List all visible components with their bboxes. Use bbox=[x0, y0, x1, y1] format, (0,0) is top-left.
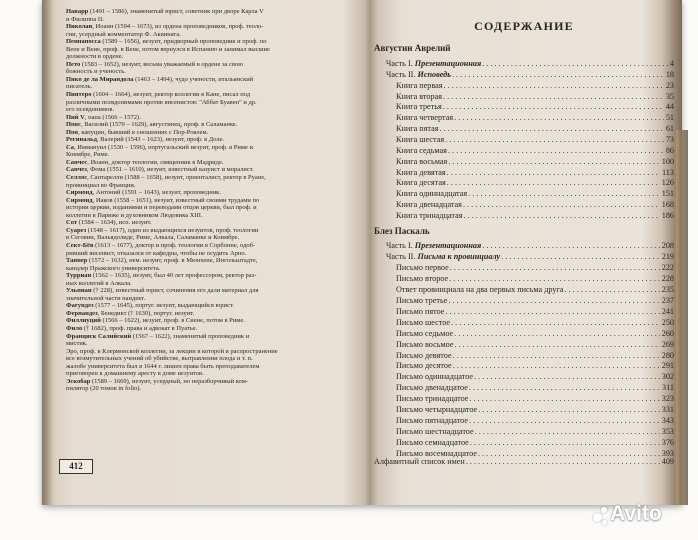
toc-row bbox=[396, 394, 674, 404]
toc-page-number: 73 bbox=[665, 134, 674, 144]
index-line: Филлиуций (1566 – 1622), иезуит, проф. в Сиене, потом в Риме. bbox=[66, 317, 245, 325]
toc-entry-prefix: Письмо семнадцатое bbox=[396, 438, 469, 448]
toc-entry-label bbox=[396, 361, 453, 371]
toc-entry-label bbox=[396, 146, 448, 156]
toc-page-number: 343 bbox=[661, 416, 674, 426]
index-line: Сот (1584 – 1634), исп. иезуит. bbox=[66, 219, 152, 227]
toc-entry-prefix: Письмо пятое bbox=[396, 306, 445, 316]
index-line: его псевдонимов. bbox=[66, 106, 115, 114]
dot-leader bbox=[478, 405, 660, 415]
index-line: различными псевдонимами против янсенистов: "Аббат Буавен" и др. bbox=[66, 98, 257, 106]
toc-entry-prefix: Письмо второе bbox=[396, 273, 449, 283]
toc-row bbox=[396, 318, 674, 328]
dot-leader bbox=[445, 307, 659, 317]
toc-row bbox=[396, 438, 674, 448]
index-line: Санчез, Фома (1551 – 1610), иезуит, известный казуист и моралист. bbox=[66, 166, 254, 174]
index-line: Фернандез, Бенедикт († 1630), португ. иезуит. bbox=[66, 309, 195, 317]
watermark-text: Avito bbox=[610, 502, 662, 525]
dot-leader bbox=[450, 263, 660, 273]
toc-entry-label bbox=[396, 394, 469, 404]
toc-page-number: 269 bbox=[661, 339, 674, 349]
left-page-index bbox=[56, 8, 364, 498]
toc-page-number: 35 bbox=[665, 91, 674, 101]
toc-row bbox=[396, 405, 674, 415]
dot-leader bbox=[448, 296, 659, 306]
toc-row bbox=[396, 135, 674, 145]
dot-leader bbox=[445, 135, 664, 145]
toc-entry-label bbox=[386, 59, 482, 69]
toc-page-number: 353 bbox=[661, 427, 674, 437]
index-line: Са, Иммануил (1530 – 1596), португальский иезуит, проф. в Риме и bbox=[66, 143, 253, 151]
toc-entry-prefix: Часть I. bbox=[386, 59, 413, 68]
toc-page-number: 228 bbox=[661, 273, 674, 283]
index-line: Пон, капуцин, бывший в сношениях с Пор-Роялем. bbox=[66, 128, 209, 136]
index-line: Николаи, Иоанн (1594 – 1673), из ордена проповедников, проф. теоло- bbox=[66, 23, 264, 31]
index-line: Регинальд, Валерий (1543 – 1623), иезуит, проф. в Доле. bbox=[66, 136, 225, 144]
toc-row bbox=[396, 296, 674, 306]
dot-leader bbox=[454, 113, 664, 123]
dot-leader bbox=[501, 252, 660, 262]
toc-page-number: 151 bbox=[661, 189, 674, 199]
toc-row-index bbox=[374, 457, 674, 467]
index-line: все возмутительных учений об убийстве, вытравлении плода и т. п. bbox=[66, 355, 253, 363]
toc-entry-label bbox=[396, 296, 448, 306]
toc-row bbox=[396, 361, 674, 371]
dot-leader bbox=[454, 340, 659, 350]
index-line: коллегии в Париже и духовником Людовика XIII. bbox=[66, 211, 203, 219]
toc-entry-label bbox=[396, 200, 463, 210]
dot-leader bbox=[469, 416, 660, 426]
toc-row bbox=[396, 427, 674, 437]
index-line: Турриан (1562 – 1635), иезуит, был 40 лет профессором, ректор раз- bbox=[66, 272, 257, 280]
dot-leader bbox=[463, 211, 659, 221]
toc-entry-prefix: Алфавитный список имен bbox=[374, 457, 465, 466]
index-line: значительной части пандект. bbox=[66, 294, 146, 302]
toc-entry-prefix: Письмо пятнадцатое bbox=[396, 416, 468, 426]
toc-entry-label bbox=[396, 178, 447, 188]
toc-entry-label bbox=[396, 285, 564, 295]
toc-page-number: 168 bbox=[661, 200, 674, 210]
toc-row bbox=[396, 178, 674, 188]
toc-entry-prefix: Книга девятая bbox=[396, 167, 446, 177]
toc-row bbox=[396, 372, 674, 382]
toc-row bbox=[396, 157, 674, 167]
index-line: истории церкви, изданиями и переводами отцов церкви, был проф. и bbox=[66, 204, 257, 212]
toc-page-number: 280 bbox=[661, 350, 674, 360]
toc-entry-prefix: Письмо седьмое bbox=[396, 328, 454, 338]
toc-row bbox=[396, 383, 674, 393]
toc-entry-label bbox=[396, 189, 468, 199]
dot-leader bbox=[564, 285, 659, 295]
toc-page-number: 393 bbox=[661, 449, 674, 459]
index-line: Пинтеро (1604 – 1664), иезуит, ректор коллегии в Кане, писал под bbox=[66, 91, 251, 99]
toc-entry-label bbox=[396, 372, 474, 382]
toc-row bbox=[386, 252, 674, 262]
toc-page-number: 260 bbox=[661, 328, 674, 338]
index-line: Ульпиан († 228), известный юрист, сочинения его дали материал для bbox=[66, 287, 259, 295]
toc-page-number: 208 bbox=[661, 241, 674, 250]
author-heading-augustine: Августин Аврелий bbox=[374, 43, 451, 53]
toc-entry-prefix: Книга седьмая bbox=[396, 145, 447, 155]
toc-entry-prefix: Письмо тринадцатое bbox=[396, 394, 469, 404]
dot-leader bbox=[468, 189, 660, 199]
dot-leader bbox=[453, 361, 660, 371]
toc-entry-label bbox=[396, 351, 453, 361]
page-number: 412 bbox=[59, 459, 93, 474]
toc-entry-prefix: Книга двенадцатая bbox=[396, 200, 462, 210]
index-line: должности в ордене. bbox=[66, 53, 124, 61]
toc-entry-prefix: Письмо шестнадцатое bbox=[396, 427, 474, 437]
index-line: и Филиппа II. bbox=[66, 15, 104, 23]
toc-page-number: 237 bbox=[661, 295, 674, 305]
toc-row bbox=[396, 307, 674, 317]
index-line: Пико де ла Мирандола (1463 – 1494), чудо учености, итальянский bbox=[66, 75, 254, 83]
index-line: Пий V, папа (1566 – 1572). bbox=[66, 113, 141, 121]
toc-entry-prefix: Письмо третье bbox=[396, 295, 448, 305]
toc-entry-prefix: Книга шестая bbox=[396, 134, 445, 144]
toc-page-number: 235 bbox=[661, 284, 674, 294]
dot-leader bbox=[443, 92, 664, 102]
index-line: Фило († 1682), проф. права и адвокат в Пуатье. bbox=[66, 324, 198, 332]
index-line: Вене и Веие, проф. в Вене, потом вернулся в Испанию и занимал высшие bbox=[66, 45, 270, 53]
dot-leader bbox=[469, 394, 659, 404]
toc-entry-prefix: Письмо восемнадцатое bbox=[396, 449, 477, 459]
toc-page-number: 311 bbox=[662, 383, 674, 393]
dot-leader bbox=[452, 70, 664, 80]
toc-row bbox=[396, 340, 674, 350]
dot-leader bbox=[449, 274, 660, 284]
watermark-dot bbox=[593, 513, 602, 522]
index-line: Сирмонд, Иаков (1558 – 1651), иезуит, известный своими трудами по bbox=[66, 196, 260, 204]
toc-row bbox=[396, 274, 674, 284]
index-line: мистик. bbox=[66, 340, 88, 348]
toc-entry-label bbox=[396, 416, 469, 426]
toc-row bbox=[396, 416, 674, 426]
author-heading-pascal: Блез Паскаль bbox=[374, 226, 430, 236]
toc-row bbox=[396, 113, 674, 123]
toc-entry-prefix: Книга вторая bbox=[396, 91, 442, 101]
index-line: божность и ученость. bbox=[66, 68, 126, 76]
toc-entry-prefix: Письмо шестое bbox=[396, 317, 451, 327]
toc-entry-label bbox=[396, 383, 469, 393]
dot-leader bbox=[475, 427, 660, 437]
index-line: Эро, проф. в Клермонской коллегии, за лекции в которой в распространение bbox=[66, 347, 278, 355]
toc-row bbox=[396, 124, 674, 134]
toc-entry-prefix: Письмо десятое bbox=[396, 361, 452, 371]
toc-entry-label bbox=[396, 211, 463, 221]
toc-entry-title: Презентационная bbox=[414, 241, 482, 250]
toc-row bbox=[396, 285, 674, 295]
toc-entry-label bbox=[396, 263, 450, 273]
index-line: Пето (1583 – 1652), иезуит, весьма уважаемый в ордене за свою bbox=[66, 60, 244, 68]
toc-entry-title: Письма к провинциалу bbox=[417, 251, 501, 261]
right-page-contents bbox=[374, 0, 679, 505]
toc-page-number: 126 bbox=[661, 178, 674, 188]
dot-leader bbox=[451, 318, 660, 328]
toc-entry-label bbox=[396, 405, 478, 415]
toc-row bbox=[386, 59, 674, 69]
dot-leader bbox=[447, 168, 660, 178]
toc-row bbox=[396, 351, 674, 361]
toc-row bbox=[396, 92, 674, 102]
index-line: гии, усердный комментатор Ф. Аквината. bbox=[66, 30, 181, 38]
toc-row bbox=[386, 70, 674, 80]
toc-entry-label bbox=[396, 92, 443, 102]
toc-row bbox=[396, 168, 674, 178]
toc-entry-prefix: Часть II. bbox=[386, 69, 416, 79]
toc-entry-prefix: Книга первая bbox=[396, 80, 443, 90]
watermark-dot bbox=[602, 520, 607, 525]
index-line: Коимбре, Риме. bbox=[66, 151, 110, 159]
toc-page-number: 18 bbox=[665, 69, 674, 79]
toc-row bbox=[396, 81, 674, 91]
toc-page-number: 291 bbox=[661, 361, 674, 371]
index-line: Франциск Салийский (1567 – 1622), знаменитый проповедник и bbox=[66, 332, 250, 340]
toc-page-number: 331 bbox=[661, 405, 674, 415]
toc-page-number: 44 bbox=[665, 102, 674, 112]
toc-entry-label bbox=[396, 157, 448, 167]
dot-leader bbox=[469, 383, 660, 393]
toc-page-number: 4 bbox=[669, 59, 674, 68]
toc-entry-label bbox=[386, 241, 482, 251]
toc-page-number: 61 bbox=[665, 124, 674, 134]
toc-page-number: 323 bbox=[661, 394, 674, 404]
index-line: жалобе университета был в 1644 г. лишен права быть преподавателем bbox=[66, 362, 260, 370]
toc-page-number: 86 bbox=[665, 145, 674, 155]
toc-entry-prefix: Книга десятая bbox=[396, 178, 446, 188]
toc-row bbox=[396, 146, 674, 156]
toc-entry-label bbox=[396, 135, 445, 145]
toc-entry-label bbox=[396, 427, 475, 437]
toc-page-number: 250 bbox=[661, 317, 674, 327]
toc-entry-prefix: Письмо восьмое bbox=[396, 339, 454, 349]
dot-leader bbox=[443, 102, 664, 112]
index-line: в Сеговии, Вальядолиде, Риме, Алкала, Саламанке и Коимбре. bbox=[66, 234, 240, 242]
toc-entry-label bbox=[396, 438, 470, 448]
dot-leader bbox=[482, 241, 660, 251]
toc-entry-prefix: Книга тринадцатая bbox=[396, 210, 463, 220]
dot-leader bbox=[448, 157, 659, 167]
dot-leader bbox=[466, 457, 660, 467]
toc-page-number: 222 bbox=[661, 262, 674, 272]
dot-leader bbox=[440, 124, 664, 134]
index-line: Сект-Бёв (1613 – 1677), доктор и проф. теологии в Сорбонне, одоб- bbox=[66, 241, 256, 249]
toc-page-number: 376 bbox=[661, 438, 674, 448]
dot-leader bbox=[453, 351, 660, 361]
toc-entry-label bbox=[396, 81, 444, 91]
toc-entry-prefix: Часть II. bbox=[386, 251, 416, 261]
toc-page-number: 302 bbox=[661, 372, 674, 382]
index-line: ных коллегий в Алкала. bbox=[66, 279, 132, 287]
toc-entry-label bbox=[374, 457, 466, 467]
toc-entry-label bbox=[396, 113, 454, 123]
toc-entry-prefix: Ответ провинциала на два первых письма друга bbox=[396, 284, 564, 294]
toc-row bbox=[386, 241, 674, 251]
index-line: Санчес, Иоанн, доктор теологии, священник в Мадриде. bbox=[66, 158, 224, 166]
toc-row bbox=[396, 263, 674, 273]
toc-entry-label bbox=[396, 318, 451, 328]
toc-entry-label bbox=[396, 307, 445, 317]
toc-entry-prefix: Письмо первое bbox=[396, 262, 449, 272]
toc-entry-title: Исповедь bbox=[417, 69, 451, 79]
index-line: Селлос, Сантарелли (1588 – 1658), иезуит, ориенталист, ректор в Руане, bbox=[66, 174, 266, 182]
index-line: Сирмонд, Антоний (1591 – 1643), иезуит, проповедник. bbox=[66, 189, 221, 197]
watermark-dot bbox=[601, 507, 607, 513]
toc-page-number: 219 bbox=[661, 251, 674, 261]
index-line: Наварр (1491 – 1586), знаменитый юрист, советник при дворе Карла V bbox=[66, 8, 264, 15]
toc-page-number: 409 bbox=[661, 457, 674, 466]
toc-page-number: 23 bbox=[665, 80, 674, 90]
toc-entry-prefix: Книга восьмая bbox=[396, 156, 448, 166]
toc-page-number: 186 bbox=[661, 210, 674, 220]
toc-entry-label bbox=[396, 329, 454, 339]
toc-entry-label bbox=[396, 168, 447, 178]
avito-watermark bbox=[588, 500, 698, 534]
toc-entry-prefix: Книга третья bbox=[396, 102, 442, 112]
toc-row bbox=[396, 329, 674, 339]
toc-page-number: 51 bbox=[665, 113, 674, 123]
toc-entry-prefix: Письмо двенадцатое bbox=[396, 383, 468, 393]
dot-leader bbox=[463, 200, 660, 210]
toc-entry-prefix: Письмо девятое bbox=[396, 350, 452, 360]
toc-row bbox=[396, 102, 674, 112]
index-line: ривший янсенист, отказался от кафедры, чтобы не осудить Арно. bbox=[66, 249, 247, 257]
toc-entry-label bbox=[396, 124, 440, 134]
toc-row bbox=[396, 189, 674, 199]
toc-page-number: 113 bbox=[662, 167, 674, 177]
toc-entry-label bbox=[396, 102, 443, 112]
toc-entry-label bbox=[386, 252, 501, 262]
toc-entry-prefix: Часть I. bbox=[386, 241, 413, 250]
dot-leader bbox=[482, 59, 668, 69]
index-line: приговорен к домашнему аресту в доме иезуитов. bbox=[66, 370, 204, 378]
toc-entry-title: Презентационная bbox=[414, 59, 482, 68]
toc-entry-label bbox=[396, 274, 449, 284]
dot-leader bbox=[448, 146, 664, 156]
index-line: Понс, Василий (1570 – 1629), августинец, проф. в Саламанке. bbox=[66, 121, 238, 129]
toc-entry-prefix: Книга четвертая bbox=[396, 113, 454, 123]
index-line: писатель. bbox=[66, 83, 93, 91]
contents-title: СОДЕРЖАНИЕ bbox=[474, 19, 574, 33]
toc-page-number: 241 bbox=[661, 306, 674, 316]
toc-entry-prefix: Письмо одиннадцатое bbox=[396, 372, 474, 382]
toc-entry-prefix: Книга одиннадцатая bbox=[396, 189, 468, 199]
toc-row bbox=[396, 200, 674, 210]
index-line: Суарез (1548 – 1617), один из выдающихся иезуитов, проф. теологии bbox=[66, 226, 259, 234]
toc-row bbox=[396, 211, 674, 221]
index-line: Пеннапосса (1589 – 1656), иезуит, придворный проповедник и проф. по bbox=[66, 38, 267, 46]
index-line: провинциал во Франции. bbox=[66, 181, 136, 189]
dot-leader bbox=[470, 438, 660, 448]
toc-entry-prefix: Письмо четырнадцатое bbox=[396, 405, 478, 415]
toc-entry-label bbox=[396, 340, 454, 350]
index-line: пилятор (20 томов in folio). bbox=[66, 385, 142, 393]
index-line: Эскобар (1589 – 1669), иезуит, усердный, но неразборчивый ком- bbox=[66, 377, 248, 385]
dot-leader bbox=[447, 178, 660, 188]
dot-leader bbox=[444, 81, 664, 91]
toc-entry-prefix: Книга пятая bbox=[396, 124, 439, 134]
toc-page-number: 100 bbox=[661, 156, 674, 166]
dot-leader bbox=[454, 329, 660, 339]
index-line: канцлер Пражского университета. bbox=[66, 264, 161, 272]
index-line: Фагундез (1577 – 1645), португ. иезуит, выдающийся юрист. bbox=[66, 302, 234, 310]
index-line: Таннер (1572 – 1632), нем. иезуит, проф. в Мюнхене, Ингольштадте, bbox=[66, 257, 258, 265]
dot-leader bbox=[474, 372, 660, 382]
toc-entry-label bbox=[386, 70, 452, 80]
